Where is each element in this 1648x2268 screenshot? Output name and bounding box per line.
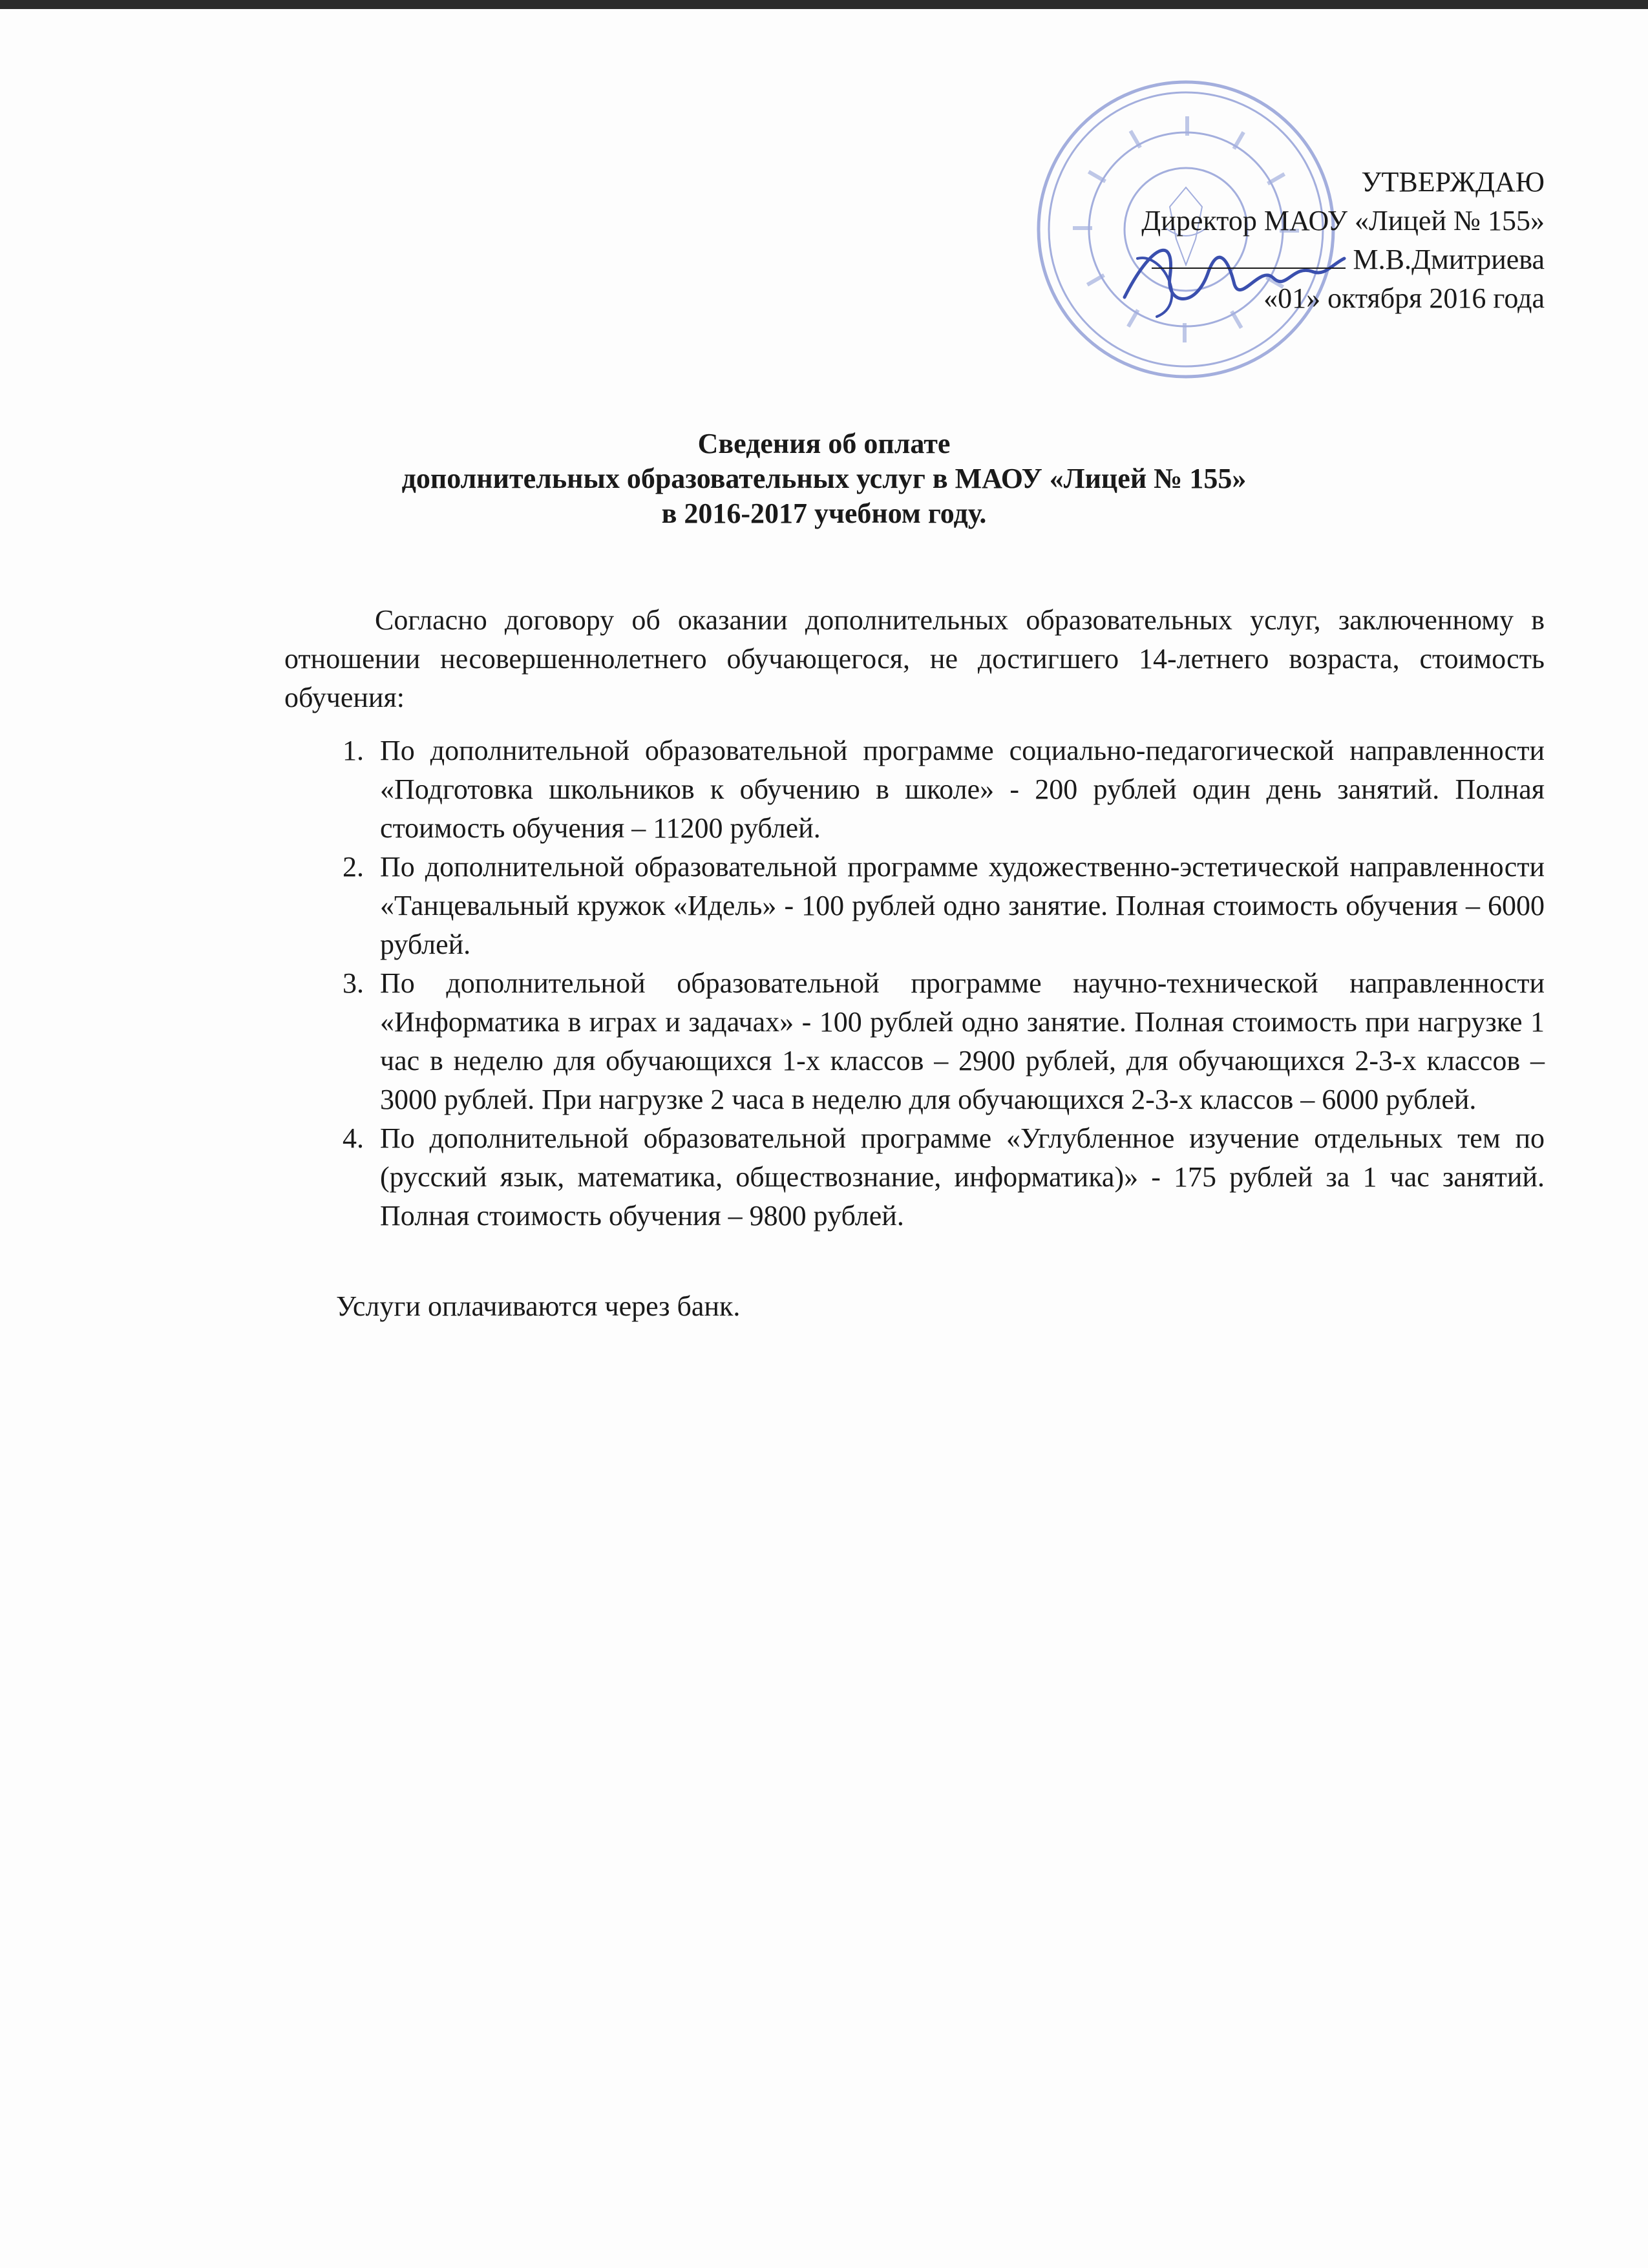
approval-signature-line (1141, 240, 1545, 279)
scan-edge (0, 0, 1648, 9)
title-line-1: Сведения об оплате (697, 428, 951, 459)
approval-heading: УТВЕРЖДАЮ (1361, 166, 1545, 198)
list-item: 4. По дополнительной образовательной программе «Углубленное изучение отдельных тем по (русский язык, математика, обществознание, информатика)» - 175 рублей за 1 час занятий. Полная стоимость обучения – 9800 рублей. (371, 1119, 1545, 1235)
approval-block (1141, 163, 1545, 318)
document-title (0, 426, 1648, 531)
list-item: 1. По дополнительной образовательной программе социально-педагогической направленности «Подготовка школьников к обучению в школе» - 200 рублей один день занятий. Полная стоимость обучения – 11200 рублей. (371, 731, 1545, 848)
payment-note: Услуги оплачиваются через банк. (336, 1290, 741, 1322)
intro-paragraph: Согласно договору об оказании дополнительных образовательных услуг, заключенному в отношении несовершеннолетнего обучающегося, не достигшего 14-летнего возраста, стоимость обучения: (284, 604, 1545, 713)
approval-date: «01» октября 2016 года (1263, 282, 1545, 314)
title-line-3: в 2016-2017 учебном году. (661, 498, 987, 529)
title-line-2: дополнительных образовательных услуг в МАОУ «Лицей № 155» (401, 463, 1247, 494)
list-item: 3. По дополнительной образовательной программе научно-технической направленности «Информатика в играх и задачах» - 100 рублей одно занятие. Полная стоимость при нагрузке 1 час в неделю для обучающихся 1-х классов – 2900 рублей, для обучающихся 2-3-х классов – 3000 рублей. При нагрузке 2 часа в неделю для обучающихся 2-3-х классов – 6000 рублей. (371, 964, 1545, 1119)
signature-underline (1152, 268, 1346, 269)
list-item: 2. По дополнительной образовательной программе художественно-эстетической направленности «Танцевальный кружок «Идель» - 100 рублей одно занятие. Полная стоимость обучения – 6000 рублей. (371, 848, 1545, 964)
document-body (284, 601, 1545, 1354)
price-list (284, 731, 1545, 1235)
approval-name: М.В.Дмитриева (1353, 244, 1545, 275)
approval-position: Директор МАОУ «Лицей № 155» (1141, 205, 1545, 236)
